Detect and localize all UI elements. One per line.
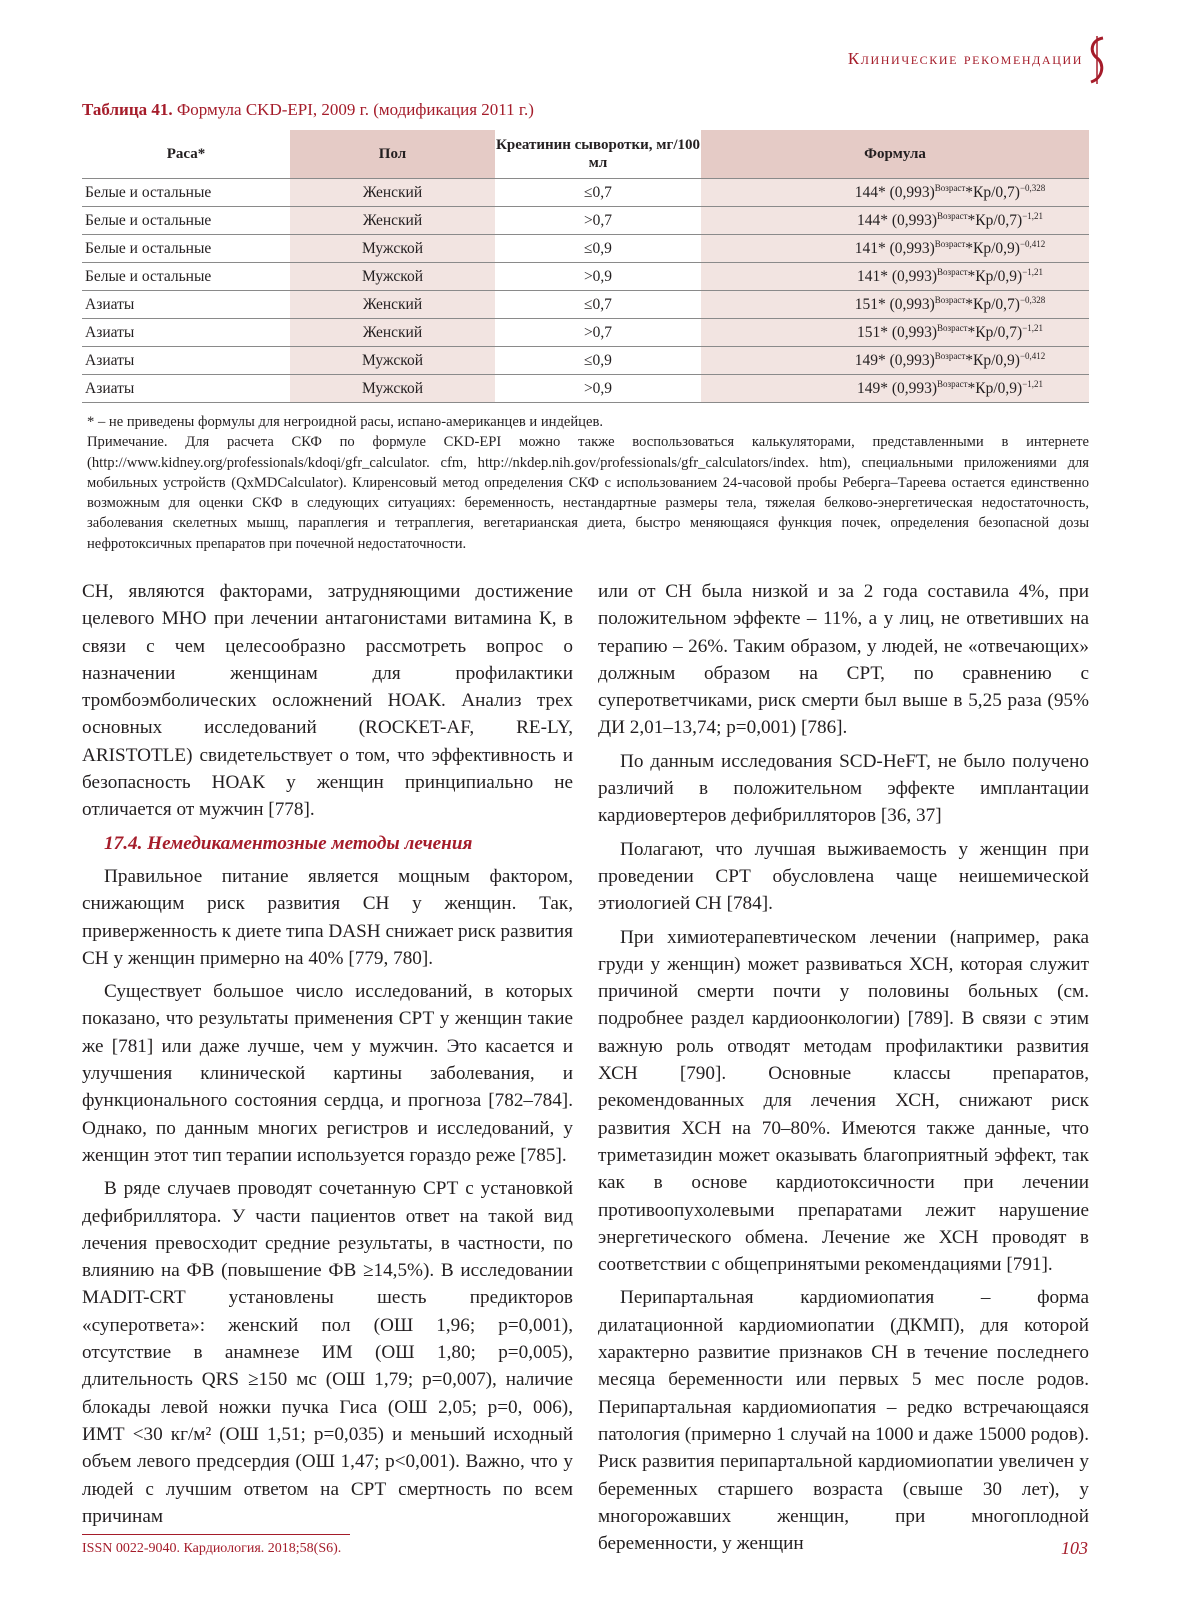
table-row	[82, 263, 1089, 291]
footer-divider	[82, 1534, 350, 1535]
formula-mid: *Кр/0,7)	[967, 324, 1023, 342]
cell-creatinine: ≤0,9	[495, 235, 701, 263]
cell-sex: Мужской	[290, 235, 495, 263]
table-row	[82, 235, 1089, 263]
cell-creatinine: ≤0,7	[495, 179, 701, 207]
cell-formula	[701, 375, 1089, 403]
formula-sup-age: Возраст	[937, 322, 968, 333]
formula-mid: *Кр/0,7)	[967, 212, 1023, 230]
cell-race: Азиаты	[82, 291, 290, 319]
cell-creatinine: ≤0,7	[495, 291, 701, 319]
section-heading: 17.4. Немедикаментозные методы лечения	[104, 832, 473, 854]
table-notes	[87, 412, 1089, 554]
formula-sup-exp: −0,412	[1019, 350, 1046, 361]
cell-formula	[701, 291, 1089, 319]
cell-formula	[701, 319, 1089, 347]
formula-sup-exp: −1,21	[1022, 322, 1044, 333]
cell-creatinine: >0,7	[495, 319, 701, 347]
cell-race: Белые и остальные	[82, 179, 290, 207]
journal-citation: ISSN 0022-9040. Кардиология. 2018;58(S6).	[82, 1541, 342, 1556]
formula-base: 141* (0,993)	[854, 240, 935, 258]
left-column	[82, 578, 573, 1536]
table-row	[82, 179, 1089, 207]
formula-sup-exp: −0,412	[1019, 238, 1046, 249]
cell-race: Белые и остальные	[82, 235, 290, 263]
paragraph: В ряде случаев проводят сочетанную СРТ с установкой дефибриллятора. У части пациентов ответ на такой вид лечения превосходит средние результаты, в частности, по влиянию на ФВ (повышение ФВ ≥14,5%). В исследовании MADIT-CRT установлены шесть предикторов «суперответа»: женский пол (ОШ 1,96; p=0,001), отсутствие в анамнезе ИМ (ОШ 1,80; p=0,005), длительность QRS ≥150 мс (ОШ 1,79; p=0,007), наличие блокады левой ножки пучка Гиса (ОШ 2,05; p=0, 006), ИМТ <30 кг/м² (ОШ 1,51; p=0,035) и меньший исходный объем левого предсердия (ОШ 1,47; p<0,001). Важно, что у людей с лучшим ответом на СРТ смертность по всем причинам	[82, 1178, 573, 1527]
header-creatinine: Креатинин сыворотки, мг/100 мл	[495, 130, 701, 179]
table-row	[82, 347, 1089, 375]
cell-creatinine: >0,7	[495, 207, 701, 235]
table-header-row	[82, 130, 1089, 179]
formula-sup-age: Возраст	[937, 378, 968, 389]
formula-base: 151* (0,993)	[856, 324, 938, 342]
formula-mid: *Кр/0,9)	[965, 352, 1020, 370]
cell-race: Азиаты	[82, 375, 290, 403]
formula-base: 144* (0,993)	[856, 212, 938, 230]
formula-base: 149* (0,993)	[854, 352, 935, 370]
journal-logo-icon	[1083, 34, 1111, 86]
formula-mid: *Кр/0,7)	[965, 184, 1020, 202]
paragraph: По данным исследования SCD-HeFT, не было получено различий в положительном эффекте имплантации кардиовертеров дефибрилляторов [36, 37]	[598, 750, 1089, 827]
section-title: Клинические рекомендации	[847, 49, 1083, 68]
formula-sup-age: Возраст	[937, 266, 968, 277]
cell-sex: Мужской	[290, 347, 495, 375]
table-row	[82, 375, 1089, 403]
cell-race: Азиаты	[82, 347, 290, 375]
cell-formula	[701, 347, 1089, 375]
cell-sex: Мужской	[290, 263, 495, 291]
header-race: Раса*	[82, 130, 290, 179]
formula-base: 141* (0,993)	[856, 268, 938, 286]
cell-creatinine: ≤0,9	[495, 347, 701, 375]
cell-sex: Женский	[290, 319, 495, 347]
cell-creatinine: >0,9	[495, 263, 701, 291]
cell-race: Азиаты	[82, 319, 290, 347]
cell-race: Белые и остальные	[82, 207, 290, 235]
formula-sup-age: Возраст	[934, 238, 966, 249]
right-column	[598, 578, 1089, 1563]
formula-base: 149* (0,993)	[856, 380, 938, 398]
header-formula: Формула	[701, 130, 1089, 179]
formula-sup-age: Возраст	[937, 210, 968, 221]
table-row	[82, 207, 1089, 235]
cell-formula	[701, 235, 1089, 263]
formula-sup-exp: −0,328	[1019, 294, 1046, 305]
ckd-epi-table	[82, 130, 1089, 403]
cell-sex: Мужской	[290, 375, 495, 403]
formula-sup-exp: −1,21	[1022, 378, 1044, 389]
formula-sup-age: Возраст	[934, 350, 966, 361]
cell-sex: Женский	[290, 179, 495, 207]
paragraph: Правильное питание является мощным фактором, снижающим риск развития СН у женщин. Так, приверженность к диете типа DASH снижает риск развития СН у женщин примерно на 40% [779, 780].	[82, 865, 573, 969]
page-number: 103	[1061, 1538, 1088, 1558]
formula-mid: *Кр/0,9)	[965, 240, 1020, 258]
cell-race: Белые и остальные	[82, 263, 290, 291]
cell-sex: Женский	[290, 207, 495, 235]
paragraph: или от СН была низкой и за 2 года составила 4%, при положительном эффекте – 11%, а у лиц, не ответивших на терапию – 26%. Таким образом, у людей, не «отвечающих» должным образом на СРТ, по сравнению с суперответчиками, риск смерти был выше в 5,25 раза (95% ДИ 2,01–13,74; p=0,001) [786].	[598, 581, 1089, 739]
formula-mid: *Кр/0,9)	[967, 380, 1023, 398]
cell-creatinine: >0,9	[495, 375, 701, 403]
table-remark: Примечание. Для расчета СКФ по формуле CKD-EPI можно также воспользоваться калькуляторами, представленными в интернете (http://www.kidney.org/professionals/kdoqi/gfr_calculator. cfm, http://nkdep.nih.gov/professionals/gfr_calculators/index. htm), специальными приложениями для мобильных устройств (QxMDCalculator). Клиренсовый метод определения СКФ с использованием 24-часовой пробы Реберга–Тареева остается единственно возможным для оценки СКФ в следующих ситуациях: беременность, нестандартные размеры тела, тяжелая белково-энергетическая недостаточность, заболевания скелетных мышц, параплегия и тетраплегия, вегетарианская диета, быстро меняющаяся функция почек, определения безопасной дозы нефротоксичных препаратов при почечной недостаточности.	[87, 434, 1089, 552]
paragraph: Перипартальная кардиомиопатия – форма дилатационной кардиомиопатии (ДКМП), для которой характерно развитие признаков СН в течение последнего месяца беременности или первых 5 мес после родов. Перипартальная кардиомиопатия – редко встречающаяся патология (примерно 1 случай на 1000 и даже 15000 родов). Риск развития перипартальной кардиомиопатии увеличен у беременных старшего возраста (свыше 30 лет), у многорожавших женщин, при многоплодной беременности, у женщин	[598, 1287, 1089, 1555]
formula-base: 144* (0,993)	[854, 184, 935, 202]
formula-sup-age: Возраст	[934, 182, 966, 193]
formula-sup-exp: −0,328	[1019, 182, 1046, 193]
cell-formula	[701, 179, 1089, 207]
paragraph: При химиотерапевтическом лечении (например, рака груди у женщин) может развиваться ХСН, которая служит причиной смерти почти у половины больных (см. подробнее раздел кардиоонкологии) [789]. В связи с этим важную роль отводят методам профилактики развития ХСН [790]. Основные классы препаратов, рекомендованных для лечения ХСН, снижают риск развития ХСН на 70–80%. Имеются также данные, что триметазидин может оказывать благоприятный эффект, так как в основе кардиотоксичности при лечении противоопухолевыми препаратами лежит нарушение энергетического обмена. Лечение же ХСН проводят в соответствии с общепринятыми рекомендациями [791].	[598, 926, 1089, 1276]
header-sex: Пол	[290, 130, 495, 179]
formula-mid: *Кр/0,7)	[965, 296, 1020, 314]
formula-base: 151* (0,993)	[854, 296, 935, 314]
table-row	[82, 291, 1089, 319]
table-footnote: * – не приведены формулы для негроидной расы, испано-американцев и индейцев.	[87, 414, 603, 430]
paragraph: СН, являются факторами, затрудняющими достижение целевого МНО при лечении антагонистами витамина К, в связи с чем целесообразно рассмотреть вопрос о назначении женщинам для профилактики тромбоэмболических осложнений НОАК. Анализ трех основных исследований (ROCKET-AF, RE-LY, ARISTOTLE) свидетельствует о том, что эффективность и безопасность НОАК у женщин принципиально не отличается от мужчин [778].	[82, 581, 573, 821]
table-caption-number: Таблица 41.	[82, 100, 173, 119]
cell-formula	[701, 207, 1089, 235]
cell-sex: Женский	[290, 291, 495, 319]
formula-sup-exp: −1,21	[1022, 210, 1044, 221]
table-row	[82, 319, 1089, 347]
table-caption	[82, 100, 534, 120]
formula-mid: *Кр/0,9)	[967, 268, 1023, 286]
table-caption-title: Формула CKD-EPI, 2009 г. (модификация 2011 г.)	[176, 100, 534, 119]
formula-sup-exp: −1,21	[1022, 266, 1044, 277]
paragraph: Полагают, что лучшая выживаемость у женщин при проведении СРТ обусловлена чаще неишемической этиологией СН [784].	[598, 838, 1089, 915]
cell-formula	[701, 263, 1089, 291]
paragraph: Существует большое число исследований, в которых показано, что результаты применения СРТ у женщин такие же [781] или даже лучше, чем у мужчин. Это касается и улучшения клинической картины заболевания, и функционального состояния сердца, и прогноза [782–784]. Однако, по данным многих регистров и исследований, у женщин этот тип терапии используется гораздо реже [785].	[82, 981, 573, 1166]
formula-sup-age: Возраст	[934, 294, 966, 305]
